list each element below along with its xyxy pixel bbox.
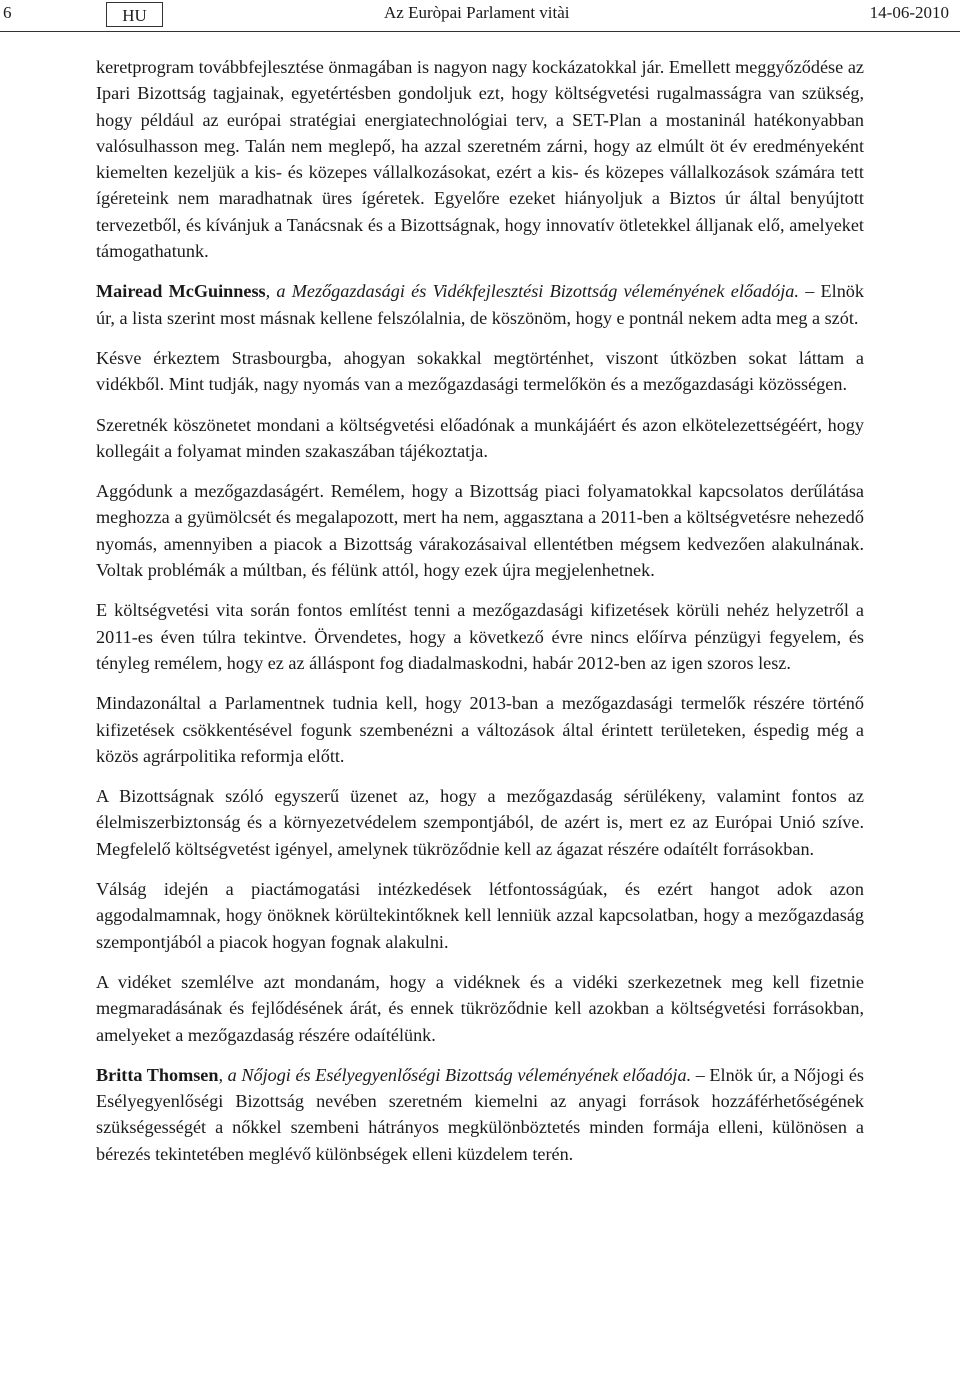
page-header [0, 0, 960, 32]
publication-date: 14-06-2010 [869, 3, 949, 22]
paragraph-3: Késve érkeztem Strasbourgba, ahogyan sokakkal megtörténhet, viszont útközben sokat láttam a vidékből. Mint tudják, nagy nyomás van a mezőgazdasági termelőkön és a mezőgazdasági közösségen. [96, 347, 864, 395]
page-number: 6 [3, 3, 12, 22]
paragraph-7: Mindazonáltal a Parlamentnek tudnia kell, hogy 2013-ban a mezőgazdasági termelők részére történő kifizetések csökkentésével fogunk szembenézni a változások által érintett területeken, éspedig még a közös agrárpolitika reformja előtt. [96, 693, 864, 766]
speaker-2-role: , a Nőjogi és Esélyegyenlőségi Bizottság véleményének előadója. [218, 1064, 692, 1085]
document-body [96, 54, 864, 1181]
paragraph-9: Válság idején a piactámogatási intézkedések létfontosságúak, és ezért hangot adok azon aggodalmamnak, hogy önöknek körültekintőknek kell lenniük azzal kapcsolatban, hogy a mezőgazdaság szempontjából a piacok hogyan fognak alakulni. [96, 879, 864, 952]
paragraph-10: A vidéket szemlélve azt mondanám, hogy a vidéknek és a vidéki szerkezetnek meg kell fizetnie megmaradásának és fejlődésének árát, és ennek tükröződnie kell azokban a költségvetési forrásokban, amelyeket a mezőgazdaság részére odaítélünk. [96, 971, 864, 1045]
speaker-1-paragraph [96, 278, 864, 331]
paragraph-4: Szeretnék köszönetet mondani a költségvetési előadónak a munkájáért és azon elkötelezettségéért, hogy kollegáit a folyamat minden szakaszában tájékoztatja. [96, 414, 864, 461]
paragraph-5: Aggódunk a mezőgazdaságért. Remélem, hogy a Bizottság piaci folyamatokkal kapcsolatos derűlátása meghozza a gyümölcsét és megalapozott, mert ha nem, aggasztana a 2011-ben a költségvetésre nehezedő nyomás, amennyiben a piacok a Bizottság várakozásaival ellentétben mégsem kedvezően alakulnának. Voltak problémák a múltban, és félünk attól, hogy ezek újra megjelenhetnek. [96, 481, 864, 581]
speaker-1-text: – Elnök úr, a lista szerint most másnak kellene felszólalnia, de köszönöm, hogy e pontnál nekem adta meg a szót. [96, 281, 864, 328]
speaker-1-name: Mairead McGuinness [96, 281, 266, 302]
language-code-box: HU [106, 2, 163, 27]
header-rule [0, 31, 960, 32]
paragraph-8: A Bizottságnak szóló egyszerű üzenet az, hogy a mezőgazdaság sérülékeny, valamint fontos az élelmiszerbiztonság és a környezetvédelem szempontjából, de azért is, mert ez az Európai Unió szíve. Megfelelő költségvetést igényel, amelynek tükröződnie kell az ágazat részére odaítélt forrásokban. [96, 786, 864, 859]
publication-title: Az Euròpai Parlament vitài [384, 3, 570, 22]
speaker-2-paragraph [96, 1062, 864, 1167]
paragraph-1: keretprogram továbbfejlesztése önmagában is nagyon nagy kockázatokkal jár. Emellett meggyőződése az Ipari Bizottság tagjainak, egyetértésben gondoljuk ezt, hogy költségvetési rugalmasságra van szükség, hogy például az európai stratégiai energiatechnológiai terv, a SET-Plan a mostaninál hatékonyabban valósulhasson meg. Talán nem meglepő, ha azzal szeretném zárni, hogy az elmúlt öt év eredményeként kiemelten kezeljük a kis- és közepes vállalkozásokat, ezért a kis- és közepes vállalkozások számára tett ígéreteink nem maradhatnak üres ígéretek. Egyelőre ezeket hiányoljuk a Biztos úr által benyújtott tervezetből, és kívánjuk a Tanácsnak és a Bizottságnak, hogy innovatív ötletekkel álljanak elő, amelyeket támogathatunk. [96, 57, 864, 262]
speaker-1-role: , a Mezőgazdasági és Vidékfejlesztési Bizottság véleményének előadója. [265, 281, 799, 302]
speaker-2-text: – Elnök úr, a Nőjogi és Esélyegyenlőségi Bizottság nevében szeretném kiemelni az anyagi források hozzáférhetőségének szükségességét a nőkkel szembeni hátrányos megkülönböztetés minden formája elleni, különösen a bérezés tekintetében meglévő különbségek elleni küzdelem terén. [96, 1064, 864, 1164]
paragraph-6: E költségvetési vita során fontos említést tenni a mezőgazdasági kifizetések körüli nehéz helyzetről a 2011-es éven túlra tekintve. Örvendetes, hogy a következő évre nincs előírva pénzügyi fegyelem, és tényleg remélem, hogy ez az álláspont fog diadalmaskodni, habár 2012-ben az igen szoros lesz. [96, 600, 864, 673]
speaker-2-name: Britta Thomsen [96, 1064, 219, 1085]
